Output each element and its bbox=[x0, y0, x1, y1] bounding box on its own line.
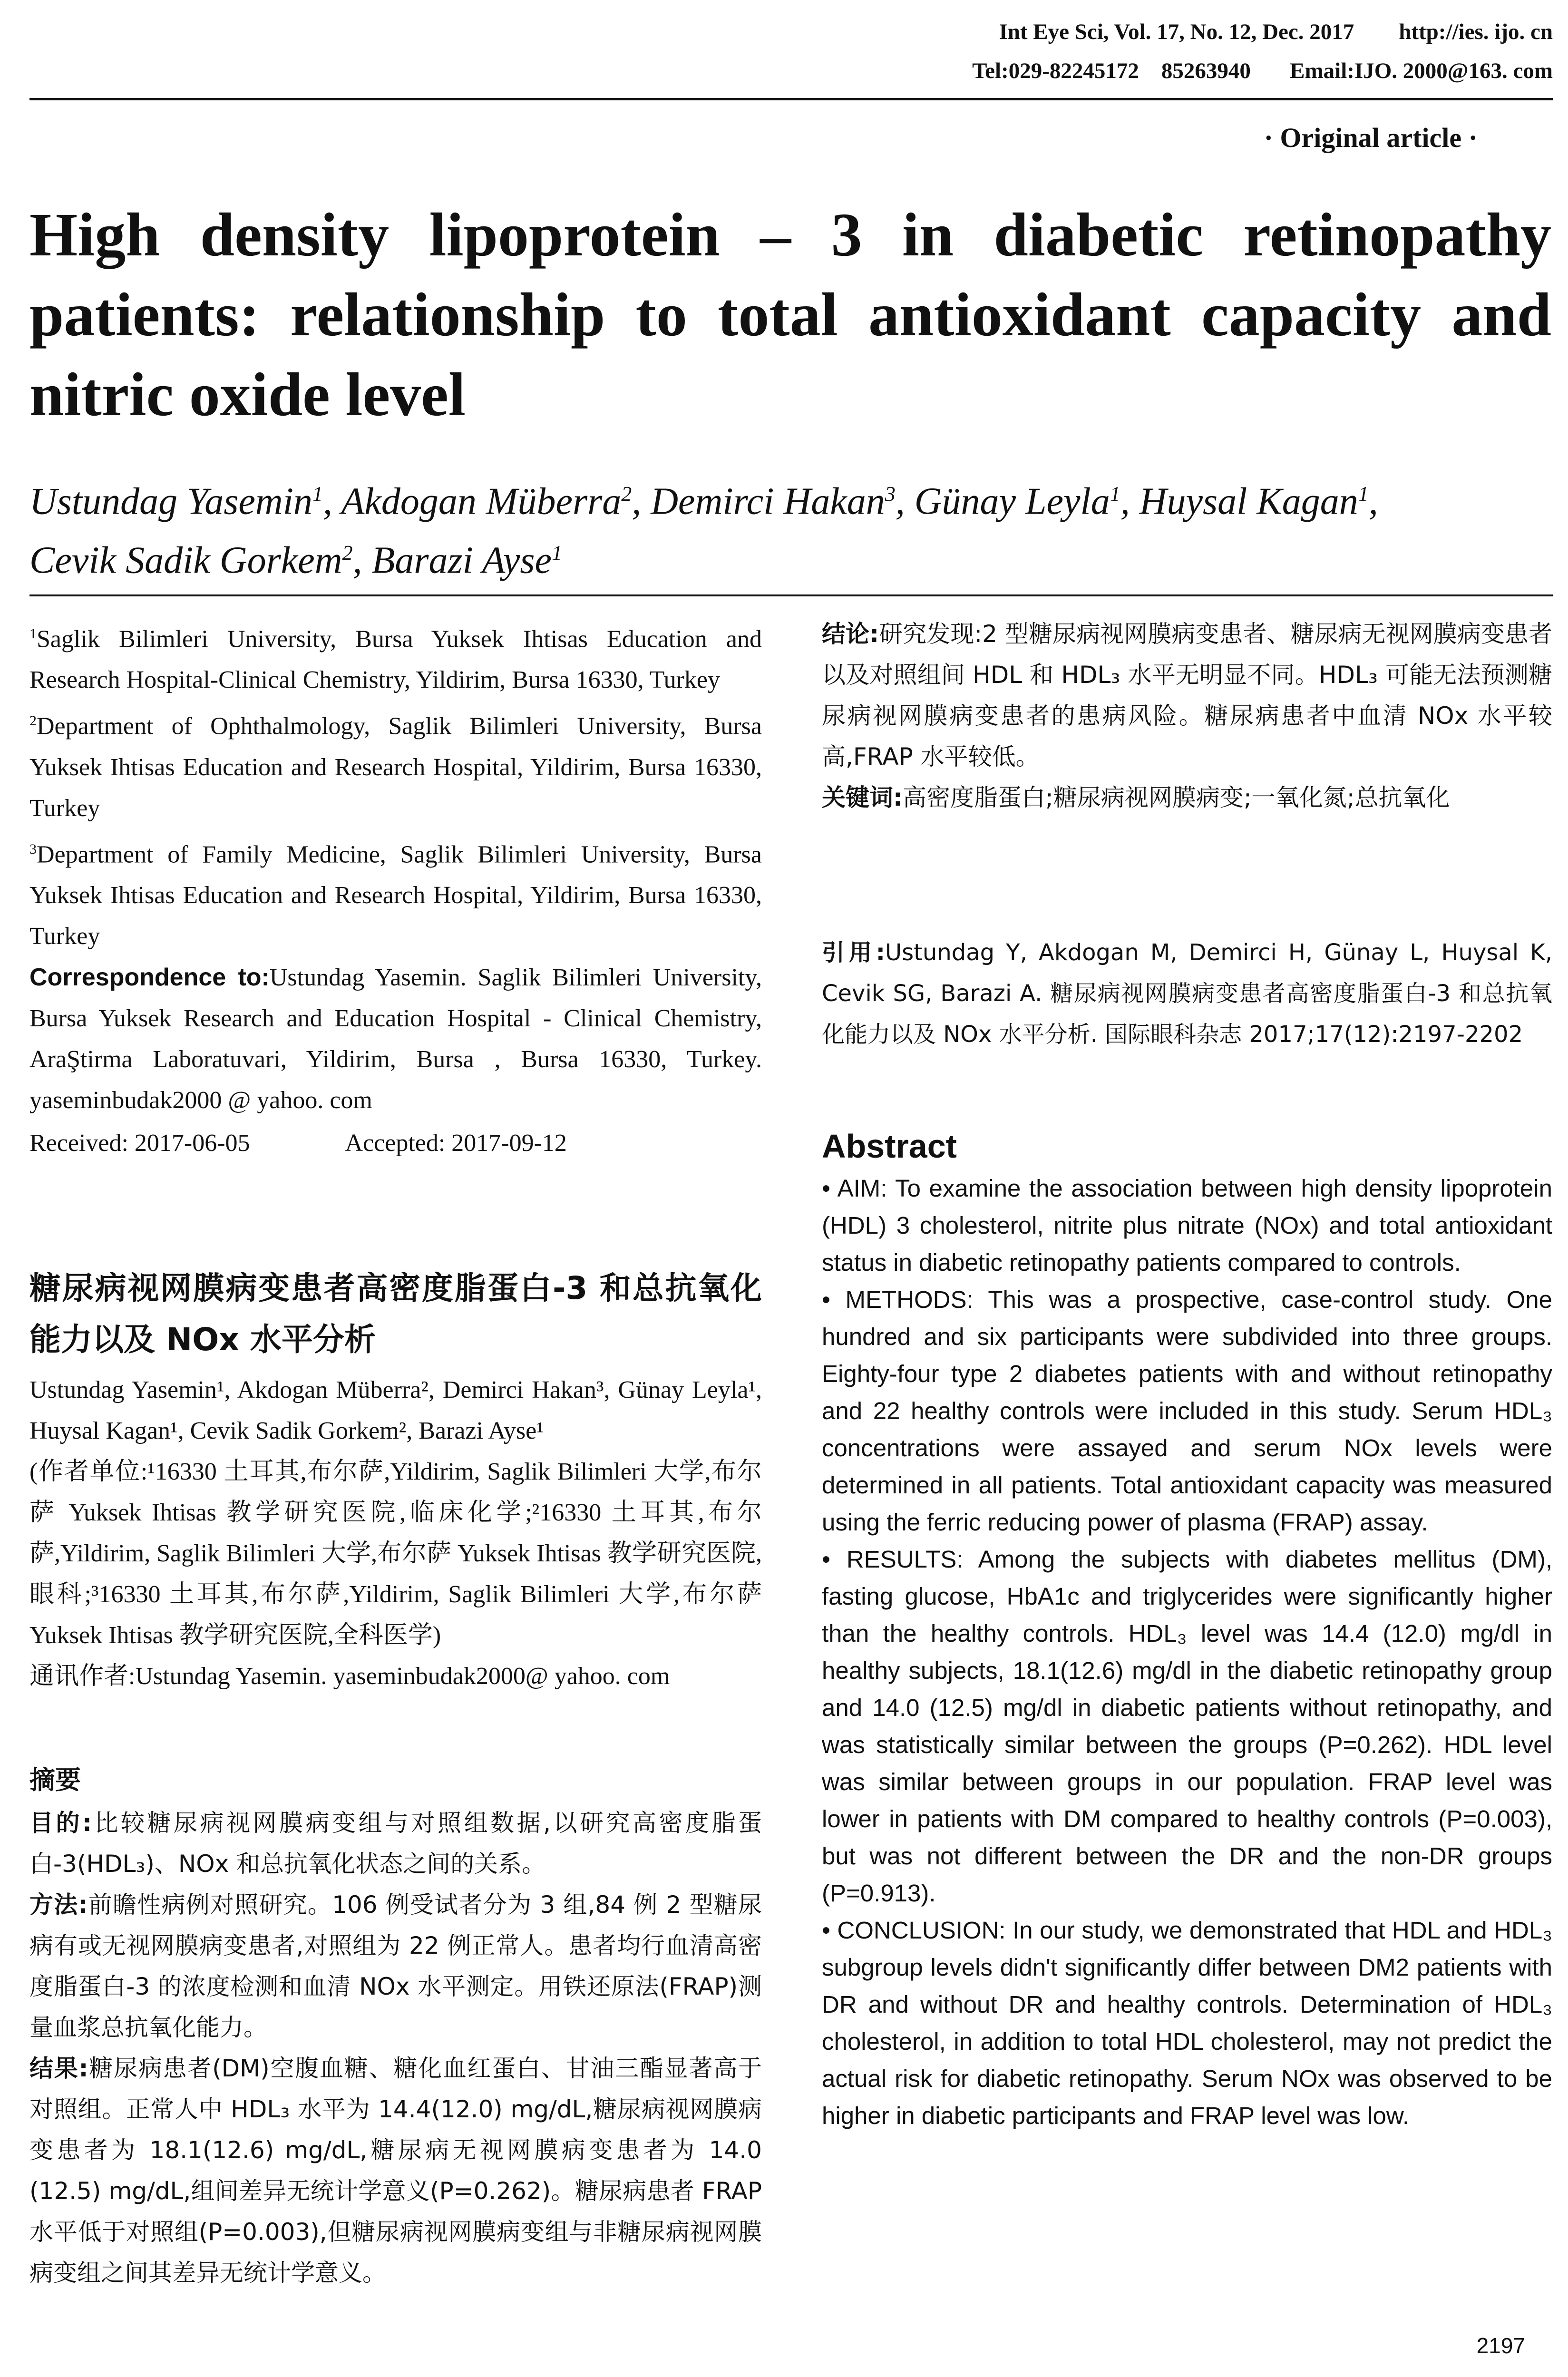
affil-text: Department of Family Medicine, Saglik Bilimleri University, Bursa Yuksek Ihtisas Education and Research Hospital, Yildirim, Bursa 16330, Turkey bbox=[29, 840, 762, 950]
author-name: Huysal Kagan bbox=[1139, 480, 1358, 523]
cn-objective-text: 比较糖尿病视网膜病变组与对照组数据,以研究高密度脂蛋白-3(HDL₃)、NOx 和总抗氧化状态之间的关系。 bbox=[29, 1809, 762, 1878]
author-affil-mark: 2 bbox=[342, 541, 353, 565]
author-name: Ustundag Yasemin bbox=[29, 480, 312, 523]
cn-methods-text: 前瞻性病例对照研究。106 例受试者分为 3 组,84 例 2 型糖尿病有或无视网膜病变患者,对照组为 22 例正常人。患者均行血清高密度脂蛋白-3 的浓度检测和血清 NOx 水平测定。用铁还原法(FRAP)测量血浆总抗氧化能力。 bbox=[29, 1891, 762, 2041]
chinese-title: 糖尿病视网膜病变患者高密度脂蛋白-3 和总抗氧化能力以及 NOx 水平分析 bbox=[29, 1270, 762, 1358]
affil-number: 2 bbox=[29, 713, 37, 729]
accepted-date: Accepted: 2017-09-12 bbox=[345, 1129, 567, 1157]
author-affil-mark: 1 bbox=[312, 482, 323, 506]
author-name: Barazi Ayse bbox=[371, 539, 552, 582]
cn-conclusion-label: 结论: bbox=[822, 620, 879, 648]
cn-methods-label: 方法: bbox=[29, 1891, 88, 1919]
cn-keywords-label: 关键词: bbox=[822, 784, 903, 811]
correspondence-label: Correspondence to: bbox=[29, 963, 270, 991]
english-abstract bbox=[822, 1122, 1552, 2134]
author-name: Günay Leyla bbox=[914, 480, 1110, 523]
cn-author-names: Ustundag Yasemin¹, Akdogan Müberra², Demirci Hakan³, Günay Leyla¹, Huysal Kagan¹, Cevik Sadik Gorkem², Barazi Ayse¹ bbox=[29, 1376, 762, 1444]
body-rule bbox=[29, 594, 1553, 596]
chinese-abstract-continued bbox=[822, 614, 1552, 818]
abstract-conclusion: • CONCLUSION: In our study, we demonstrated that HDL and HDL₃ subgroup levels didn't significantly differ between DM2 patients with DR and without DR and healthy controls. Determination of HDL₃ cholesterol, in addition to total HDL cholesterol, may not predict the actual risk for diabetic retinopathy. Serum NOx was observed to be higher in diabetic participants and FRAP level was low. bbox=[822, 1917, 1552, 2129]
author-name: Cevik Sadik Gorkem bbox=[29, 539, 342, 582]
citation-text: Ustundag Y, Akdogan M, Demirci H, Günay L, Huysal K, Cevik SG, Barazi A. 糖尿病视网膜病变患者高密度脂蛋白-3 和总抗氧化能力以及 NOx 水平分析. 国际眼科杂志 2017;17(12):2197-2202 bbox=[822, 939, 1552, 1048]
abstract-aim: • AIM: To examine the association between high density lipoprotein (HDL) 3 cholesterol, nitrite plus nitrate (NOx) and total antioxidant status in diabetic retinopathy patients compared to controls. bbox=[822, 1175, 1552, 1276]
cn-results bbox=[29, 2048, 762, 2293]
author-affil-mark: 1 bbox=[552, 541, 563, 565]
cn-results-label: 结果: bbox=[29, 2055, 88, 2082]
author-affil-mark: 1 bbox=[1358, 482, 1369, 506]
cn-objective bbox=[29, 1802, 762, 1884]
abstract-results: • RESULTS: Among the subjects with diabetes mellitus (DM), fasting glucose, HbA1c and triglycerides were significantly higher than the healthy controls. HDL₃ level was 14.4 (12.0) mg/dl in healthy subjects, 18.1(12.6) mg/dl in the diabetic retinopathy group and 14.0 (12.5) mg/dl in diabetic patients without retinopathy, and was statistically similar between the groups (P=0.262). HDL level was similar between groups in our population. FRAP level was lower in patients with DM compared to healthy controls (P=0.003), but was not different between the DR and the non-DR groups (P=0.913). bbox=[822, 1546, 1552, 1907]
author-affil-mark: 3 bbox=[885, 482, 896, 506]
abstract-heading: Abstract bbox=[822, 1128, 957, 1165]
article-title: High density lipoprotein – 3 in diabetic retinopathy patients: relationship to total antioxidant capacity and nitric oxide level bbox=[29, 201, 1551, 429]
correspondence bbox=[29, 957, 762, 1121]
cn-keywords-text: 高密度脂蛋白;糖尿病视网膜病变;一氧化氮;总抗氧化 bbox=[903, 784, 1450, 811]
affiliation-1 bbox=[29, 614, 762, 701]
cn-keywords bbox=[822, 777, 1552, 818]
header-rule bbox=[29, 98, 1553, 100]
author-affil-mark: 1 bbox=[1110, 482, 1120, 506]
affil-number: 1 bbox=[29, 626, 37, 642]
cn-methods bbox=[29, 1884, 762, 2048]
author-name: Akdogan Müberra bbox=[341, 480, 622, 523]
page-number: 2197 bbox=[1476, 2333, 1525, 2358]
affil-text: Department of Ophthalmology, Saglik Bilimleri University, Bursa Yuksek Ihtisas Education and Research Hospital, Yildirim, Bursa 16330, Turkey bbox=[29, 712, 762, 822]
chinese-abstract bbox=[29, 1760, 762, 2293]
cn-author-units: (作者单位:¹16330 土耳其,布尔萨,Yildirim, Saglik Bilimleri 大学,布尔萨 Yuksek Ihtisas 教学研究医院,临床化学;²16330 土耳其,布尔萨,Yildirim, Saglik Bilimleri 大学,布尔萨 Yuksek Ihtisas 教学研究医院,眼科;³16330 土耳其,布尔萨,Yildirim, Saglik Bilimleri 大学,布尔萨 Yuksek Ihtisas 教学研究医院,全科医学) bbox=[29, 1458, 762, 1649]
dates-row bbox=[29, 1123, 762, 1164]
author-name: Demirci Hakan bbox=[651, 480, 885, 523]
chinese-abstract-heading: 摘要 bbox=[29, 1765, 81, 1795]
citation bbox=[822, 932, 1552, 1055]
affil-number: 3 bbox=[29, 841, 37, 857]
cn-correspondence: 通讯作者:Ustundag Yasemin. yaseminbudak2000@ yahoo. com bbox=[29, 1663, 670, 1690]
affiliation-2 bbox=[29, 701, 762, 828]
cn-conclusion bbox=[822, 614, 1552, 777]
author-list: Ustundag Yasemin$^1$, Akdogan Müberra$^2$, Demirci Hakan$^3$, Günay Leyla$^1$, Huysal Kagan$^1$, Cevik Sadik Gorkem$^2$, Barazi Ayse$^1$ bbox=[29, 480, 1378, 582]
affiliation-3 bbox=[29, 829, 762, 957]
cn-objective-label: 目的: bbox=[29, 1809, 92, 1837]
correspondence-text: Ustundag Yasemin. Saglik Bilimleri University, Bursa Yuksek Research and Education Hospital - Clinical Chemistry, AraŞtirma Laboratuvari, Yildirim, Bursa , Bursa 16330, Turkey. yaseminbudak2000 @ yahoo. com bbox=[29, 964, 762, 1114]
cn-conclusion-text: 研究发现:2 型糖尿病视网膜病变患者、糖尿病无视网膜病变患者以及对照组间 HDL 和 HDL₃ 水平无明显不同。HDL₃ 可能无法预测糖尿病视网膜病变患者的患病风险。糖尿病患者中血清 NOx 水平较高,FRAP 水平较低。 bbox=[822, 620, 1552, 770]
chinese-authors bbox=[29, 1370, 762, 1697]
affiliations bbox=[29, 614, 762, 1164]
cn-results-text: 糖尿病患者(DM)空腹血糖、糖化血红蛋白、甘油三酯显著高于对照组。正常人中 HDL₃ 水平为 14.4(12.0) mg/dL,糖尿病视网膜病变患者为 18.1(12.6) mg/dL,糖尿病无视网膜病变患者为 14.0 (12.5) mg/dL,组间差异无统计学意义(P=0.262)。糖尿病患者 FRAP 水平低于对照组(P=0.003),但糖尿病视网膜病变组与非糖尿病视网膜病变组之间其差异无统计学意义。 bbox=[29, 2055, 762, 2287]
journal-header-line1: Int Eye Sci, Vol. 17, No. 12, Dec. 2017 http://ies. ijo. cn bbox=[999, 19, 1553, 44]
affil-text: Saglik Bilimleri University, Bursa Yuksek Ihtisas Education and Research Hospital-Clinical Chemistry, Yildirim, Bursa 16330, Turkey bbox=[29, 625, 762, 694]
citation-label: 引用: bbox=[822, 939, 885, 966]
abstract-methods: • METHODS: This was a prospective, case-control study. One hundred and six participants were subdivided into three groups. Eighty-four type 2 diabetes patients with and without retinopathy and 22 healthy controls were included in this study. Serum HDL₃ concentrations were assayed and serum NOx levels were determined in all patients. Total antioxidant capacity was measured using the ferric reducing power of plasma (FRAP) assay. bbox=[822, 1286, 1552, 1536]
received-date: Received: 2017-06-05 bbox=[29, 1129, 250, 1157]
journal-header-line2: Tel:029-82245172 85263940 Email:IJO. 2000@163. com bbox=[972, 58, 1553, 83]
section-tag: · Original article · bbox=[1264, 122, 1478, 153]
author-affil-mark: 2 bbox=[621, 482, 632, 506]
